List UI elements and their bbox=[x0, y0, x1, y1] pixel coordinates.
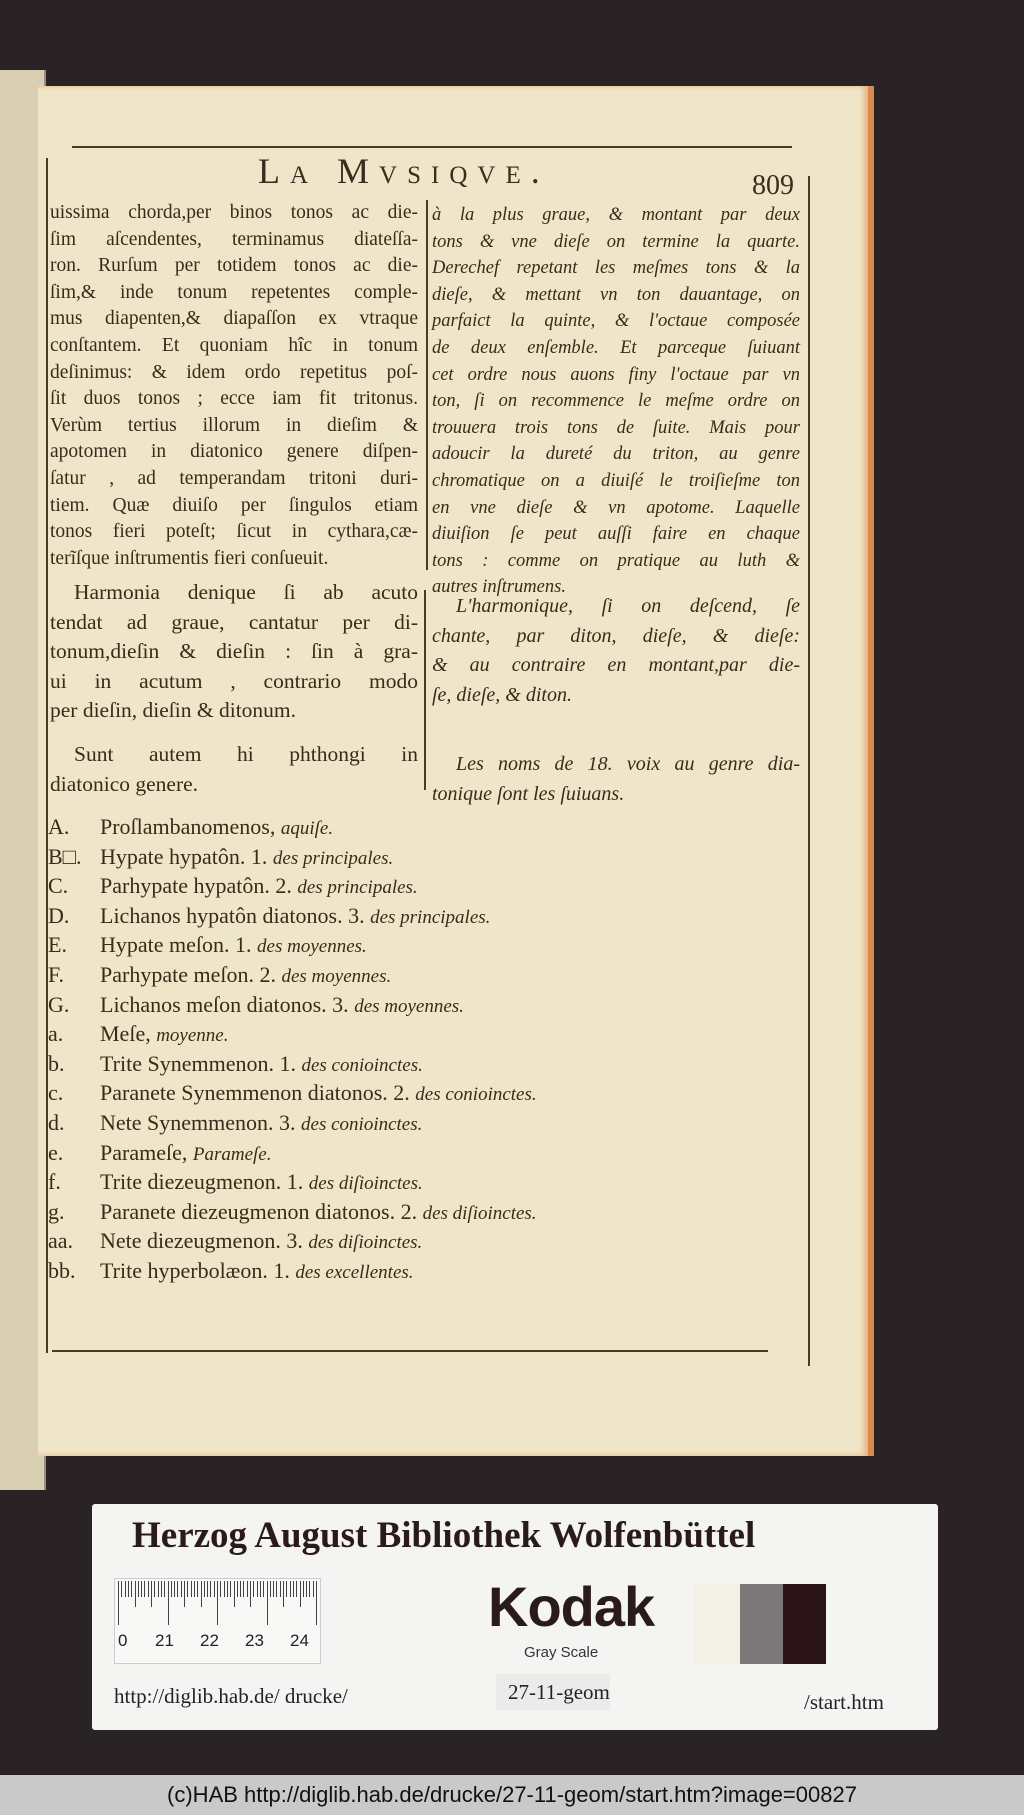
text-line: tonos fieri poteſt; ſicut in cythara,cæ- bbox=[50, 521, 418, 543]
text-line: Harmonia denique ſi ab acuto bbox=[74, 580, 418, 604]
gray-scale-label: Gray Scale bbox=[524, 1644, 599, 1661]
ruler-tick bbox=[184, 1581, 185, 1607]
ruler-tick bbox=[273, 1581, 274, 1597]
text-line: apotomen in diatonico genere diſpen- bbox=[50, 441, 418, 463]
voice-french-name: des conioinctes. bbox=[301, 1054, 423, 1076]
ruler-tick bbox=[286, 1581, 287, 1597]
ruler-tick bbox=[290, 1581, 291, 1597]
voice-french-name: des diſioinctes. bbox=[422, 1202, 537, 1224]
voice-name: Nete Synemmenon. 3. bbox=[100, 1109, 296, 1135]
list-item bbox=[48, 960, 708, 990]
text-line: trouuera trois tons de ſuite. Mais pour bbox=[432, 417, 800, 438]
voice-french-name: des conioinctes. bbox=[415, 1084, 537, 1106]
list-item bbox=[48, 1049, 708, 1079]
voice-name: Parhypate meſon. 2. bbox=[100, 961, 276, 987]
voice-french-name: moyenne. bbox=[156, 1025, 229, 1047]
voice-name: Trite Synemmenon. 1. bbox=[100, 1050, 296, 1076]
voice-letter: bb. bbox=[48, 1257, 76, 1283]
white-patch bbox=[694, 1584, 740, 1664]
text-line: tendat ad graue, cantatur per di- bbox=[50, 609, 418, 634]
ruler-tick bbox=[141, 1581, 142, 1597]
text-line: ſim aſcendentes, terminamus diateſſa- bbox=[50, 228, 418, 250]
voice-letter: e. bbox=[48, 1139, 64, 1165]
gray-patch bbox=[740, 1584, 783, 1664]
ruler-tick bbox=[138, 1581, 139, 1597]
voice-letter: a. bbox=[48, 1021, 64, 1047]
voice-french-name: Parameſe. bbox=[192, 1143, 272, 1165]
ruler-tick bbox=[174, 1581, 175, 1597]
text-line: mus diapenten,& diapaſſon ex vtraque bbox=[50, 308, 418, 330]
text-line: tonique ſont les ſuiuans. bbox=[432, 782, 625, 805]
voice-letter: B□. bbox=[48, 843, 82, 869]
voice-name: Lichanos hypatôn diatonos. 3. bbox=[100, 902, 365, 928]
harmonia-paragraph bbox=[50, 578, 418, 726]
ruler-tick bbox=[243, 1581, 244, 1597]
text-line: parfaict la quinte, & l'octaue composée bbox=[432, 311, 800, 332]
voice-name: Parhypate hypatôn. 2. bbox=[100, 873, 292, 899]
text-line: dieſe, & mettant vn ton dauantage, on bbox=[432, 284, 800, 305]
ruler-tick bbox=[151, 1581, 152, 1607]
ruler-number: 0 bbox=[118, 1631, 128, 1650]
ruler-tick bbox=[270, 1581, 271, 1597]
ruler-tick bbox=[240, 1581, 241, 1597]
text-line: Sunt autem hi phthongi in bbox=[74, 742, 418, 766]
ruler-tick bbox=[158, 1581, 159, 1597]
ruler-tick bbox=[135, 1581, 136, 1607]
text-line: terĩſque inſtrumentis fieri conſueuit. bbox=[50, 547, 329, 569]
voice-french-name: des principales. bbox=[297, 877, 418, 899]
url-right: /start.htm bbox=[804, 1690, 884, 1714]
list-item bbox=[48, 1167, 708, 1197]
ruler-tick bbox=[191, 1581, 192, 1597]
running-title: La Mvsiqve. bbox=[258, 151, 550, 191]
text-line: de deux enſemble. Et parceque ſuiuant bbox=[432, 337, 800, 358]
list-item bbox=[48, 871, 708, 901]
voice-french-name: des moyennes. bbox=[257, 936, 367, 958]
ruler-tick bbox=[164, 1581, 165, 1597]
voice-french-name: des conioinctes. bbox=[301, 1113, 423, 1135]
ruler-tick bbox=[237, 1581, 238, 1597]
text-line: per dieſin, dieſin & ditonum. bbox=[50, 698, 297, 722]
url-left: http://diglib.hab.de/ drucke/ bbox=[114, 1684, 348, 1708]
ruler-tick bbox=[168, 1581, 169, 1625]
ruler-tick bbox=[227, 1581, 228, 1597]
voice-french-name: des excellentes. bbox=[295, 1261, 414, 1283]
voice-name: Nete diezeugmenon. 3. bbox=[100, 1228, 303, 1254]
voice-name: Parameſe, bbox=[100, 1139, 188, 1165]
ruler-tick bbox=[181, 1581, 182, 1597]
voice-french-name: des diſioinctes. bbox=[308, 1173, 423, 1195]
ruler-tick bbox=[230, 1581, 231, 1597]
footer-rule bbox=[52, 1350, 768, 1352]
ruler-tick bbox=[194, 1581, 195, 1597]
voice-french-name: des moyennes. bbox=[354, 995, 464, 1017]
voice-name: Trite hyperbolæon. 1. bbox=[100, 1257, 290, 1283]
text-line: & au contraire en montant,par die- bbox=[432, 654, 800, 676]
text-line: tons : comme on pratique au luth & bbox=[432, 550, 800, 571]
ruler-tick bbox=[220, 1581, 221, 1597]
voice-french-name: des diſioinctes. bbox=[308, 1232, 423, 1254]
list-item bbox=[48, 1138, 708, 1168]
text-line: ſatur , ad temperandam tritoni duri- bbox=[50, 467, 418, 489]
voice-list bbox=[48, 812, 708, 1286]
voice-letter: c. bbox=[48, 1080, 64, 1106]
ruler-number: 22 bbox=[200, 1631, 219, 1650]
copyright-footer: (c)HAB http://diglib.hab.de/drucke/27-11-geom/start.htm?image=00827 bbox=[0, 1775, 1024, 1815]
shelfmark: 27-11-geom bbox=[508, 1680, 610, 1704]
kodak-logo: Kodak bbox=[488, 1575, 655, 1638]
ruler-tick bbox=[260, 1581, 261, 1597]
ruler-tick bbox=[144, 1581, 145, 1597]
voice-letter: D. bbox=[48, 902, 70, 928]
ruler-tick bbox=[210, 1581, 211, 1597]
text-line: chromatique on a diuiſé le troiſieſme ton bbox=[432, 470, 800, 491]
text-line: Verùm tertius illorum in dieſim & bbox=[50, 414, 418, 436]
ruler-tick bbox=[187, 1581, 188, 1597]
ruler-tick bbox=[280, 1581, 281, 1597]
list-item bbox=[48, 1197, 708, 1227]
voice-letter: g. bbox=[48, 1198, 65, 1224]
voice-letter: b. bbox=[48, 1050, 65, 1076]
ruler-tick bbox=[263, 1581, 264, 1597]
ruler-tick bbox=[197, 1581, 198, 1597]
list-item bbox=[48, 842, 708, 872]
ruler-tick bbox=[296, 1581, 297, 1597]
voice-french-name: des moyennes. bbox=[281, 965, 392, 987]
voice-letter: aa. bbox=[48, 1228, 74, 1254]
ruler-tick bbox=[267, 1581, 268, 1625]
ruler-tick bbox=[154, 1581, 155, 1597]
ruler-number: 21 bbox=[155, 1631, 174, 1650]
ruler-tick bbox=[161, 1581, 162, 1597]
voice-french-name: des principales. bbox=[370, 906, 491, 928]
ruler-tick bbox=[128, 1581, 129, 1597]
text-line: ſe, dieſe, & diton. bbox=[432, 683, 572, 706]
ruler-tick bbox=[300, 1581, 301, 1607]
voice-letter: A. bbox=[48, 814, 70, 839]
list-item bbox=[48, 1078, 708, 1108]
text-line: ron. Rurſum per totidem tonos ac die- bbox=[50, 255, 418, 277]
list-item bbox=[48, 1108, 708, 1138]
ruler-tick bbox=[131, 1581, 132, 1597]
list-item bbox=[48, 901, 708, 931]
list-item bbox=[48, 930, 708, 960]
text-line: en vne dieſe & vn apotome. Laquelle bbox=[432, 497, 800, 518]
header-rule bbox=[72, 146, 792, 148]
list-item bbox=[48, 1019, 708, 1049]
sunt-paragraph bbox=[50, 740, 418, 799]
ruler-tick bbox=[250, 1581, 251, 1607]
voice-letter: d. bbox=[48, 1109, 65, 1135]
voice-french-name: des principales. bbox=[272, 847, 394, 869]
voice-name: Paranete diezeugmenon diatonos. 2. bbox=[100, 1198, 418, 1224]
voice-letter: G. bbox=[48, 991, 70, 1017]
ruler-number: 24 bbox=[290, 1631, 309, 1650]
ruler-tick bbox=[217, 1581, 218, 1625]
text-line: diuiſion ſe peut auſſi faire en chaque bbox=[432, 524, 800, 545]
ruler-tick bbox=[171, 1581, 172, 1597]
text-line: ton, ſi on recommence le meſme ordre on bbox=[432, 391, 800, 412]
page-number: 809 bbox=[752, 170, 794, 201]
ruler-tick bbox=[118, 1581, 119, 1625]
ruler-tick bbox=[306, 1581, 307, 1597]
color-calibration-card bbox=[92, 1504, 938, 1730]
ruler-number: 23 bbox=[245, 1631, 264, 1650]
voice-name: Lichanos meſon diatonos. 3. bbox=[100, 991, 349, 1017]
text-line: deſinimus: & idem ordo repetitus poſ- bbox=[50, 361, 418, 383]
text-line: conſtantem. Et quoniam hîc in tonum bbox=[50, 334, 418, 356]
harmonique-paragraph bbox=[432, 592, 800, 710]
voice-letter: E. bbox=[48, 932, 67, 958]
text-line: tiem. Quæ diuiſo per ſingulos etiam bbox=[50, 494, 418, 516]
voice-french-name: aquiſe. bbox=[280, 818, 334, 839]
ruler-tick bbox=[257, 1581, 258, 1597]
voice-name: Hypate meſon. 1. bbox=[100, 932, 252, 958]
ruler-tick bbox=[201, 1581, 202, 1607]
ruler-tick bbox=[234, 1581, 235, 1607]
voice-name: Meſe, bbox=[100, 1021, 151, 1047]
ruler bbox=[114, 1578, 321, 1664]
library-name: Herzog August Bibliothek Wolfenbüttel bbox=[132, 1515, 756, 1556]
list-item bbox=[48, 990, 708, 1020]
ruler-tick bbox=[283, 1581, 284, 1607]
text-line: tons & vne dieſe on termine la quarte. bbox=[432, 231, 800, 252]
text-line: uissima chorda,per binos tonos ac die- bbox=[50, 202, 418, 223]
text-line: ſim,& inde tonum repetentes comple- bbox=[50, 281, 418, 303]
ruler-tick bbox=[316, 1581, 317, 1625]
text-line: autres inſtrumens. bbox=[432, 577, 566, 598]
text-line: diatonico genere. bbox=[50, 771, 199, 796]
ruler-tick bbox=[204, 1581, 205, 1597]
ruler-tick bbox=[309, 1581, 310, 1597]
voice-letter: f. bbox=[48, 1169, 61, 1195]
text-line: L'harmonique, ſi on deſcend, ſe bbox=[456, 595, 800, 617]
ruler-tick bbox=[148, 1581, 149, 1597]
ruler-tick bbox=[276, 1581, 277, 1597]
ruler-tick bbox=[293, 1581, 294, 1597]
ruler-tick bbox=[121, 1581, 122, 1597]
ruler-tick bbox=[177, 1581, 178, 1597]
ruler-tick bbox=[247, 1581, 248, 1597]
text-line: adoucir la dureté du triton, au genre bbox=[432, 444, 800, 465]
ruler-tick bbox=[214, 1581, 215, 1597]
list-item bbox=[48, 1226, 708, 1256]
column-divider-lower bbox=[424, 590, 426, 790]
french-column bbox=[432, 202, 800, 601]
text-line: Les noms de 18. voix au genre dia- bbox=[456, 753, 800, 775]
text-line: Derechef repetant les meſmes tons & la bbox=[432, 258, 800, 279]
ruler-tick bbox=[224, 1581, 225, 1597]
voice-name: Paranete Synemmenon diatonos. 2. bbox=[100, 1080, 410, 1106]
list-item bbox=[48, 812, 708, 842]
ruler-tick bbox=[303, 1581, 304, 1597]
voice-letter: C. bbox=[48, 873, 69, 899]
list-item bbox=[48, 1256, 708, 1286]
right-border bbox=[808, 176, 810, 1366]
column-divider bbox=[426, 200, 428, 570]
voice-name: Trite diezeugmenon. 1. bbox=[100, 1169, 304, 1195]
text-line: tonum,dieſin & dieſin : ſin à gra- bbox=[50, 639, 418, 663]
noms-paragraph bbox=[432, 750, 800, 809]
voice-name: Hypate hypatôn. 1. bbox=[100, 843, 268, 869]
ruler-tick bbox=[125, 1581, 126, 1597]
ruler-tick bbox=[313, 1581, 314, 1597]
text-line: chante, par diton, dieſe, & dieſe: bbox=[432, 624, 800, 647]
text-line: ſit duos tonos ; ecce iam fit tritonus. bbox=[50, 388, 418, 410]
black-patch bbox=[783, 1584, 826, 1664]
ruler-tick bbox=[207, 1581, 208, 1597]
text-line: ui in acutum , contrario modo bbox=[50, 668, 418, 693]
latin-column bbox=[50, 200, 418, 572]
voice-name: Proſlambanomenos, bbox=[100, 814, 276, 839]
ruler-tick bbox=[253, 1581, 254, 1597]
voice-letter: F. bbox=[48, 961, 64, 987]
text-line: cet ordre nous auons finy l'octaue par vn bbox=[432, 364, 800, 385]
text-line: à la plus graue, & montant par deux bbox=[432, 205, 800, 225]
